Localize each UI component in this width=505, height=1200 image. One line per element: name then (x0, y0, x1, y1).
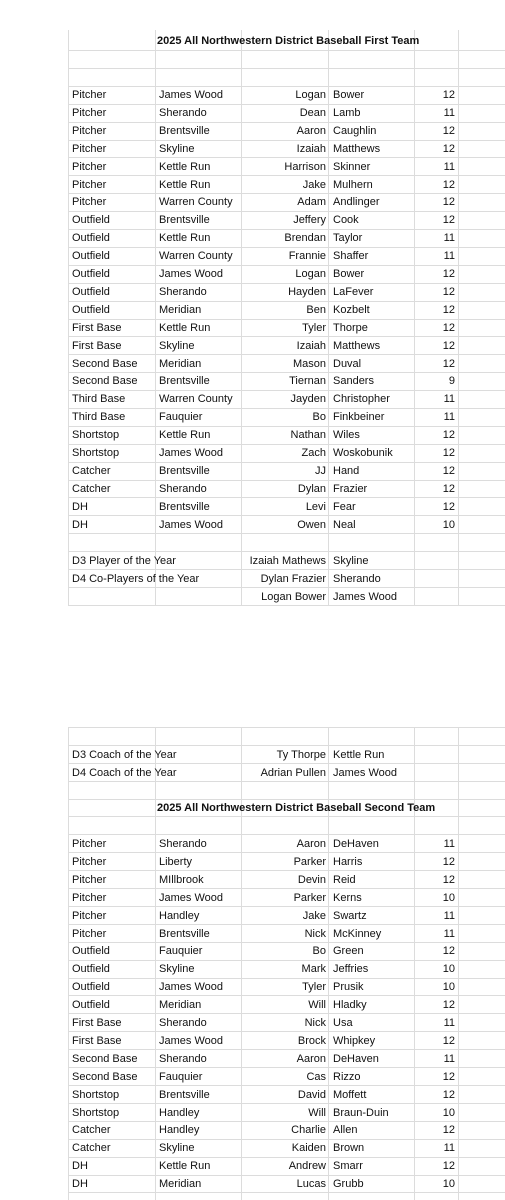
grid-column-line (241, 727, 242, 1200)
first-team-school[interactable]: Brentsville (159, 214, 210, 226)
second-team-school[interactable]: Liberty (159, 856, 193, 868)
second-team-last-name[interactable]: DeHaven (333, 838, 379, 850)
first-team-school[interactable]: Sherando (159, 286, 207, 298)
first-team-first-name[interactable]: Jayden (290, 393, 326, 405)
first-team-first-name[interactable]: Tyler (302, 322, 326, 334)
first-team-school[interactable]: Warren County (159, 250, 233, 262)
second-team-position[interactable]: Pitcher (72, 856, 107, 868)
second-team-first-name[interactable]: Kaiden (291, 1142, 326, 1154)
grid-row-line (68, 1013, 505, 1014)
first-team-position[interactable]: Catcher (72, 465, 111, 477)
first-team-first-name[interactable]: Tiernan (289, 375, 326, 387)
first-team-first-name[interactable]: Hayden (288, 286, 326, 298)
first-team-position[interactable]: Pitcher (72, 125, 107, 137)
first-team-last-name[interactable]: LaFever (333, 286, 374, 298)
first-team-last-name[interactable]: Bower (333, 89, 365, 101)
first-team-last-name[interactable]: Kozbelt (333, 304, 370, 316)
first-team-first-name[interactable]: Izaiah (296, 340, 326, 352)
grid-row-line (68, 834, 505, 835)
second-team-last-name[interactable]: Jeffries (333, 963, 369, 975)
second-team-grade[interactable]: 12 (442, 1071, 455, 1083)
first-team-first-name[interactable]: Frannie (288, 250, 326, 262)
first-team-school[interactable]: James Wood (159, 89, 223, 101)
second-team-position[interactable]: Second Base (72, 1053, 138, 1065)
first-team-school[interactable]: Brentsville (159, 125, 210, 137)
second-team-grade[interactable]: 11 (443, 1017, 455, 1029)
grid-row-line (68, 924, 505, 925)
first-team-first-name[interactable]: Bo (312, 411, 326, 423)
first-team-grade[interactable]: 12 (442, 125, 455, 137)
grid-row-line (68, 888, 505, 889)
second-team-last-name[interactable]: Allen (333, 1124, 358, 1136)
first-team-last-name[interactable]: Woskobunik (333, 447, 393, 459)
first-team-last-name[interactable]: Caughlin (333, 125, 377, 137)
first-team-position[interactable]: Second Base (72, 375, 138, 387)
first-team-last-name[interactable]: Finkbeiner (333, 411, 385, 423)
first-team-grade[interactable]: 12 (442, 304, 455, 316)
first-team-first-name[interactable]: Logan (295, 89, 326, 101)
first-team-school[interactable]: Sherando (159, 483, 207, 495)
first-team-grade[interactable]: 12 (442, 501, 455, 513)
first-team-first-name[interactable]: Jake (302, 179, 326, 191)
first-team-grade[interactable]: 12 (442, 179, 455, 191)
first-team-first-name[interactable]: Zach (301, 447, 326, 459)
second-team-position[interactable]: Outfield (72, 999, 110, 1011)
first-team-school[interactable]: Skyline (159, 340, 195, 352)
second-team-first-name[interactable]: Parker (293, 892, 326, 904)
second-team-first-name[interactable]: Jake (302, 910, 326, 922)
grid-row-line (68, 1103, 505, 1104)
second-team-grade[interactable]: 12 (442, 1160, 455, 1172)
second-team-last-name[interactable]: Hladky (333, 999, 367, 1011)
second-team-school[interactable]: Skyline (159, 963, 195, 975)
first-team-last-name[interactable]: Matthews (333, 340, 381, 352)
first-team-last-name[interactable]: Sanders (333, 375, 374, 387)
second-team-school[interactable]: Handley (159, 1107, 200, 1119)
award-school[interactable]: Sherando (333, 573, 381, 585)
second-team-grade[interactable]: 12 (442, 945, 455, 957)
first-team-position[interactable]: First Base (72, 322, 122, 334)
first-team-first-name[interactable]: Ben (306, 304, 326, 316)
second-team-grade[interactable]: 12 (442, 856, 455, 868)
first-team-last-name[interactable]: Mulhern (333, 179, 373, 191)
first-team-first-name[interactable]: Izaiah (296, 143, 326, 155)
second-team-last-name[interactable]: DeHaven (333, 1053, 379, 1065)
first-team-grade[interactable]: 12 (442, 465, 455, 477)
first-team-grade[interactable]: 12 (442, 429, 455, 441)
first-team-title: 2025 All Northwestern District Baseball First Team (157, 35, 420, 47)
first-team-first-name[interactable]: Adam (297, 196, 326, 208)
first-team-position[interactable]: Shortstop (72, 429, 120, 441)
second-team-last-name[interactable]: Braun-Duin (333, 1107, 389, 1119)
second-team-first-name[interactable]: David (297, 1089, 326, 1101)
second-team-grade[interactable]: 12 (442, 1035, 455, 1047)
second-team-first-name[interactable]: Bo (312, 945, 326, 957)
grid-row-line (68, 1157, 505, 1158)
grid-column-line (68, 727, 69, 1200)
grid-column-line (328, 727, 329, 1200)
grid-column-line (458, 727, 459, 1200)
grid-row-line (68, 978, 505, 979)
first-team-last-name[interactable]: Fear (333, 501, 356, 513)
first-team-last-name[interactable]: Lamb (333, 107, 361, 119)
first-team-last-name[interactable]: Wiles (333, 429, 360, 441)
first-team-last-name[interactable]: Matthews (333, 143, 381, 155)
award-school[interactable]: James Wood (333, 591, 397, 603)
first-team-school[interactable]: Brentsville (159, 501, 210, 513)
first-team-position[interactable]: Outfield (72, 268, 110, 280)
first-team-last-name[interactable]: Thorpe (333, 322, 368, 334)
first-team-last-name[interactable]: Duval (333, 358, 362, 370)
first-team-last-name[interactable]: Taylor (333, 232, 363, 244)
first-team-position[interactable]: Catcher (72, 483, 111, 495)
first-team-grade[interactable]: 11 (443, 107, 455, 119)
second-team-school[interactable]: Brentsville (159, 928, 210, 940)
coach-award-label[interactable]: D3 Coach of the Year (72, 749, 177, 761)
second-team-grade[interactable]: 12 (442, 999, 455, 1011)
first-team-school[interactable]: Brentsville (159, 465, 210, 477)
first-team-last-name[interactable]: Hand (333, 465, 360, 477)
first-team-first-name[interactable]: Aaron (296, 125, 326, 137)
second-team-position[interactable]: Outfield (72, 945, 110, 957)
second-team-position[interactable]: Pitcher (72, 874, 107, 886)
second-team-last-name[interactable]: Rizzo (333, 1071, 361, 1083)
first-team-school[interactable]: James Wood (159, 268, 223, 280)
award-school[interactable]: Skyline (333, 555, 369, 567)
first-team-grade[interactable]: 12 (442, 483, 455, 495)
first-team-last-name[interactable]: Bower (333, 268, 365, 280)
first-team-grade[interactable]: 12 (442, 89, 455, 101)
second-team-school[interactable]: Sherando (159, 838, 207, 850)
coach-school[interactable]: Kettle Run (333, 749, 385, 761)
first-team-first-name[interactable]: Dean (299, 107, 326, 119)
second-team-first-name[interactable]: Lucas (296, 1178, 326, 1190)
first-team-first-name[interactable]: Levi (305, 501, 326, 513)
grid-row-line (68, 1121, 505, 1122)
second-team-last-name[interactable]: Smarr (333, 1160, 363, 1172)
first-team-first-name[interactable]: Jeffery (293, 214, 326, 226)
second-team-grade[interactable]: 12 (442, 874, 455, 886)
second-team-last-name[interactable]: Kerns (333, 892, 362, 904)
second-team-first-name[interactable]: Devin (297, 874, 326, 886)
first-team-first-name[interactable]: Harrison (284, 161, 326, 173)
second-team-position[interactable]: Pitcher (72, 892, 107, 904)
grid-row-line (68, 1175, 505, 1176)
first-team-first-name[interactable]: JJ (315, 465, 326, 477)
award-label[interactable]: D3 Player of the Year (72, 555, 176, 567)
second-team-school[interactable]: James Wood (159, 981, 223, 993)
second-team-last-name[interactable]: Green (333, 945, 364, 957)
first-team-school[interactable]: Kettle Run (159, 429, 211, 441)
award-player-name[interactable]: Izaiah Mathews (249, 555, 326, 567)
first-team-position[interactable]: Outfield (72, 214, 110, 226)
second-team-position[interactable]: Pitcher (72, 910, 107, 922)
second-team-last-name[interactable]: Reid (333, 874, 356, 886)
first-team-school[interactable]: Kettle Run (159, 161, 211, 173)
first-team-school[interactable]: Warren County (159, 393, 233, 405)
second-team-position[interactable]: DH (72, 1178, 88, 1190)
first-team-first-name[interactable]: Dylan (297, 483, 326, 495)
first-team-position[interactable]: Pitcher (72, 107, 107, 119)
first-team-school[interactable]: Brentsville (159, 375, 210, 387)
grid-row-line (68, 1139, 505, 1140)
award-player-name[interactable]: Dylan Frazier (260, 573, 326, 585)
first-team-grade[interactable]: 11 (443, 250, 455, 262)
second-team-position[interactable]: Outfield (72, 981, 110, 993)
grid-row-line (68, 942, 505, 943)
first-team-last-name[interactable]: Shaffer (333, 250, 369, 262)
second-team-school[interactable]: Sherando (159, 1053, 207, 1065)
first-team-position[interactable]: Outfield (72, 304, 110, 316)
first-team-position[interactable]: Pitcher (72, 161, 107, 173)
second-team-position[interactable]: Catcher (72, 1142, 111, 1154)
second-team-position[interactable]: Outfield (72, 963, 110, 975)
second-team-last-name[interactable]: Grubb (333, 1178, 364, 1190)
second-team-school[interactable]: Brentsville (159, 1089, 210, 1101)
first-team-last-name[interactable]: Christopher (333, 393, 390, 405)
first-team-position[interactable]: Outfield (72, 232, 110, 244)
first-team-grade[interactable]: 12 (442, 214, 455, 226)
first-team-grade[interactable]: 12 (442, 268, 455, 280)
grid-row-line (68, 960, 505, 961)
first-team-grade[interactable]: 11 (443, 411, 455, 423)
second-team-last-name[interactable]: Harris (333, 856, 363, 868)
second-team-first-name[interactable]: Tyler (302, 981, 326, 993)
second-team-first-name[interactable]: Nick (304, 1017, 326, 1029)
coach-school[interactable]: James Wood (333, 767, 397, 779)
grid-row-line (68, 852, 505, 853)
first-team-position[interactable]: First Base (72, 340, 122, 352)
second-team-school[interactable]: Fauquier (159, 1071, 203, 1083)
first-team-grade[interactable]: 11 (443, 232, 455, 244)
first-team-grade[interactable]: 12 (442, 286, 455, 298)
second-team-first-name[interactable]: Nick (304, 928, 326, 940)
grid-row-line (68, 995, 505, 996)
award-player-name[interactable]: Logan Bower (261, 591, 326, 603)
first-team-grade[interactable]: 12 (442, 358, 455, 370)
second-team-school[interactable]: Skyline (159, 1142, 195, 1154)
first-team-school[interactable]: Warren County (159, 196, 233, 208)
first-team-grade[interactable]: 12 (442, 196, 455, 208)
second-team-position[interactable]: First Base (72, 1017, 122, 1029)
first-team-grade[interactable]: 11 (443, 393, 455, 405)
second-team-first-name[interactable]: Aaron (296, 1053, 326, 1065)
second-team-last-name[interactable]: Whipkey (333, 1035, 376, 1047)
first-team-school[interactable]: Kettle Run (159, 179, 211, 191)
second-team-first-name[interactable]: Mark (301, 963, 326, 975)
second-team-first-name[interactable]: Will (308, 999, 326, 1011)
first-team-position[interactable]: Pitcher (72, 89, 107, 101)
second-team-grade[interactable]: 10 (442, 963, 455, 975)
coach-award-label[interactable]: D4 Coach of the Year (72, 767, 177, 779)
second-team-position[interactable]: Pitcher (72, 838, 107, 850)
first-team-grade[interactable]: 12 (442, 143, 455, 155)
second-team-grade[interactable]: 10 (442, 981, 455, 993)
first-team-last-name[interactable]: Skinner (333, 161, 371, 173)
second-team-grade[interactable]: 12 (442, 1089, 455, 1101)
award-label[interactable]: D4 Co-Players of the Year (72, 573, 200, 585)
coach-name[interactable]: Ty Thorpe (276, 749, 326, 761)
first-team-grade[interactable]: 9 (448, 375, 455, 387)
first-team-school[interactable]: Kettle Run (159, 232, 211, 244)
first-team-grade[interactable]: 10 (442, 519, 455, 531)
second-team-school[interactable]: MIllbrook (159, 874, 204, 886)
coach-name[interactable]: Adrian Pullen (260, 767, 326, 779)
first-team-grade[interactable]: 12 (442, 340, 455, 352)
first-team-first-name[interactable]: Nathan (290, 429, 326, 441)
grid-column-line (414, 727, 415, 1200)
second-team-grade[interactable]: 11 (443, 838, 455, 850)
second-team-first-name[interactable]: Will (308, 1107, 326, 1119)
first-team-position[interactable]: Pitcher (72, 143, 107, 155)
second-team-position[interactable]: Pitcher (72, 928, 107, 940)
second-team-first-name[interactable]: Brock (297, 1035, 326, 1047)
second-team-position[interactable]: Catcher (72, 1124, 111, 1136)
second-team-position[interactable]: Shortstop (72, 1107, 120, 1119)
second-team-school[interactable]: Handley (159, 1124, 200, 1136)
first-team-position[interactable]: DH (72, 519, 88, 531)
second-team-first-name[interactable]: Cas (306, 1071, 326, 1083)
first-team-position[interactable]: Pitcher (72, 196, 107, 208)
second-team-grade[interactable]: 11 (443, 1053, 455, 1065)
second-team-last-name[interactable]: Swartz (333, 910, 367, 922)
grid-row-line (68, 727, 505, 728)
first-team-grade[interactable]: 12 (442, 322, 455, 334)
first-team-position[interactable]: Outfield (72, 250, 110, 262)
first-team-position[interactable]: Third Base (72, 411, 126, 423)
second-team-school[interactable]: Meridian (159, 999, 202, 1011)
first-team-position[interactable]: Third Base (72, 393, 126, 405)
second-team-grade[interactable]: 10 (442, 1107, 455, 1119)
second-team-school[interactable]: Meridian (159, 1178, 202, 1190)
grid-column-line (155, 727, 156, 1200)
first-team-last-name[interactable]: Neal (333, 519, 356, 531)
first-team-school[interactable]: James Wood (159, 519, 223, 531)
first-team-first-name[interactable]: Logan (295, 268, 326, 280)
second-team-grade[interactable]: 11 (443, 928, 455, 940)
second-team-last-name[interactable]: Brown (333, 1142, 365, 1154)
second-team-grade[interactable]: 12 (442, 1124, 455, 1136)
first-team-last-name[interactable]: Frazier (333, 483, 368, 495)
second-team-last-name[interactable]: Moffett (333, 1089, 367, 1101)
second-team-first-name[interactable]: Andrew (288, 1160, 326, 1172)
second-team-grade[interactable]: 10 (442, 892, 455, 904)
second-team-school[interactable]: Sherando (159, 1017, 207, 1029)
second-team-grade[interactable]: 11 (443, 1142, 455, 1154)
first-team-school[interactable]: James Wood (159, 447, 223, 459)
first-team-school[interactable]: Meridian (159, 358, 202, 370)
second-team-position[interactable]: First Base (72, 1035, 122, 1047)
first-team-school[interactable]: Skyline (159, 143, 195, 155)
first-team-first-name[interactable]: Mason (292, 358, 326, 370)
first-team-last-name[interactable]: Cook (333, 214, 359, 226)
second-team-last-name[interactable]: McKinney (333, 928, 382, 940)
second-team-first-name[interactable]: Charlie (291, 1124, 326, 1136)
second-team-position[interactable]: Shortstop (72, 1089, 120, 1101)
first-team-first-name[interactable]: Owen (297, 519, 326, 531)
first-team-school[interactable]: Kettle Run (159, 322, 211, 334)
first-team-position[interactable]: Second Base (72, 358, 138, 370)
second-team-school[interactable]: Fauquier (159, 945, 203, 957)
second-team-school[interactable]: Kettle Run (159, 1160, 211, 1172)
first-team-position[interactable]: Outfield (72, 286, 110, 298)
first-team-last-name[interactable]: Andlinger (333, 196, 380, 208)
first-team-school[interactable]: Sherando (159, 107, 207, 119)
second-team-position[interactable]: DH (72, 1160, 88, 1172)
second-team-title: 2025 All Northwestern District Baseball Second Team (157, 802, 436, 814)
first-team-school[interactable]: Meridian (159, 304, 202, 316)
first-team-school[interactable]: Fauquier (159, 411, 203, 423)
first-team-grade[interactable]: 11 (443, 161, 455, 173)
grid-row-line (68, 906, 505, 907)
first-team-position[interactable]: Shortstop (72, 447, 120, 459)
second-team-grade[interactable]: 10 (442, 1178, 455, 1190)
first-team-position[interactable]: DH (72, 501, 88, 513)
grid-row-line (68, 870, 505, 871)
second-team-school[interactable]: James Wood (159, 892, 223, 904)
second-team-first-name[interactable]: Parker (293, 856, 326, 868)
grid-row-line (68, 1031, 505, 1032)
second-team-last-name[interactable]: Prusik (333, 981, 364, 993)
second-team-grade[interactable]: 11 (443, 910, 455, 922)
second-team-school[interactable]: James Wood (159, 1035, 223, 1047)
first-team-first-name[interactable]: Brendan (284, 232, 326, 244)
first-team-position[interactable]: Pitcher (72, 179, 107, 191)
first-team-grade[interactable]: 12 (442, 447, 455, 459)
grid-row-line (68, 1192, 505, 1193)
second-team-position[interactable]: Second Base (72, 1071, 138, 1083)
second-team-school[interactable]: Handley (159, 910, 200, 922)
second-team-first-name[interactable]: Aaron (296, 838, 326, 850)
second-team-last-name[interactable]: Usa (333, 1017, 353, 1029)
